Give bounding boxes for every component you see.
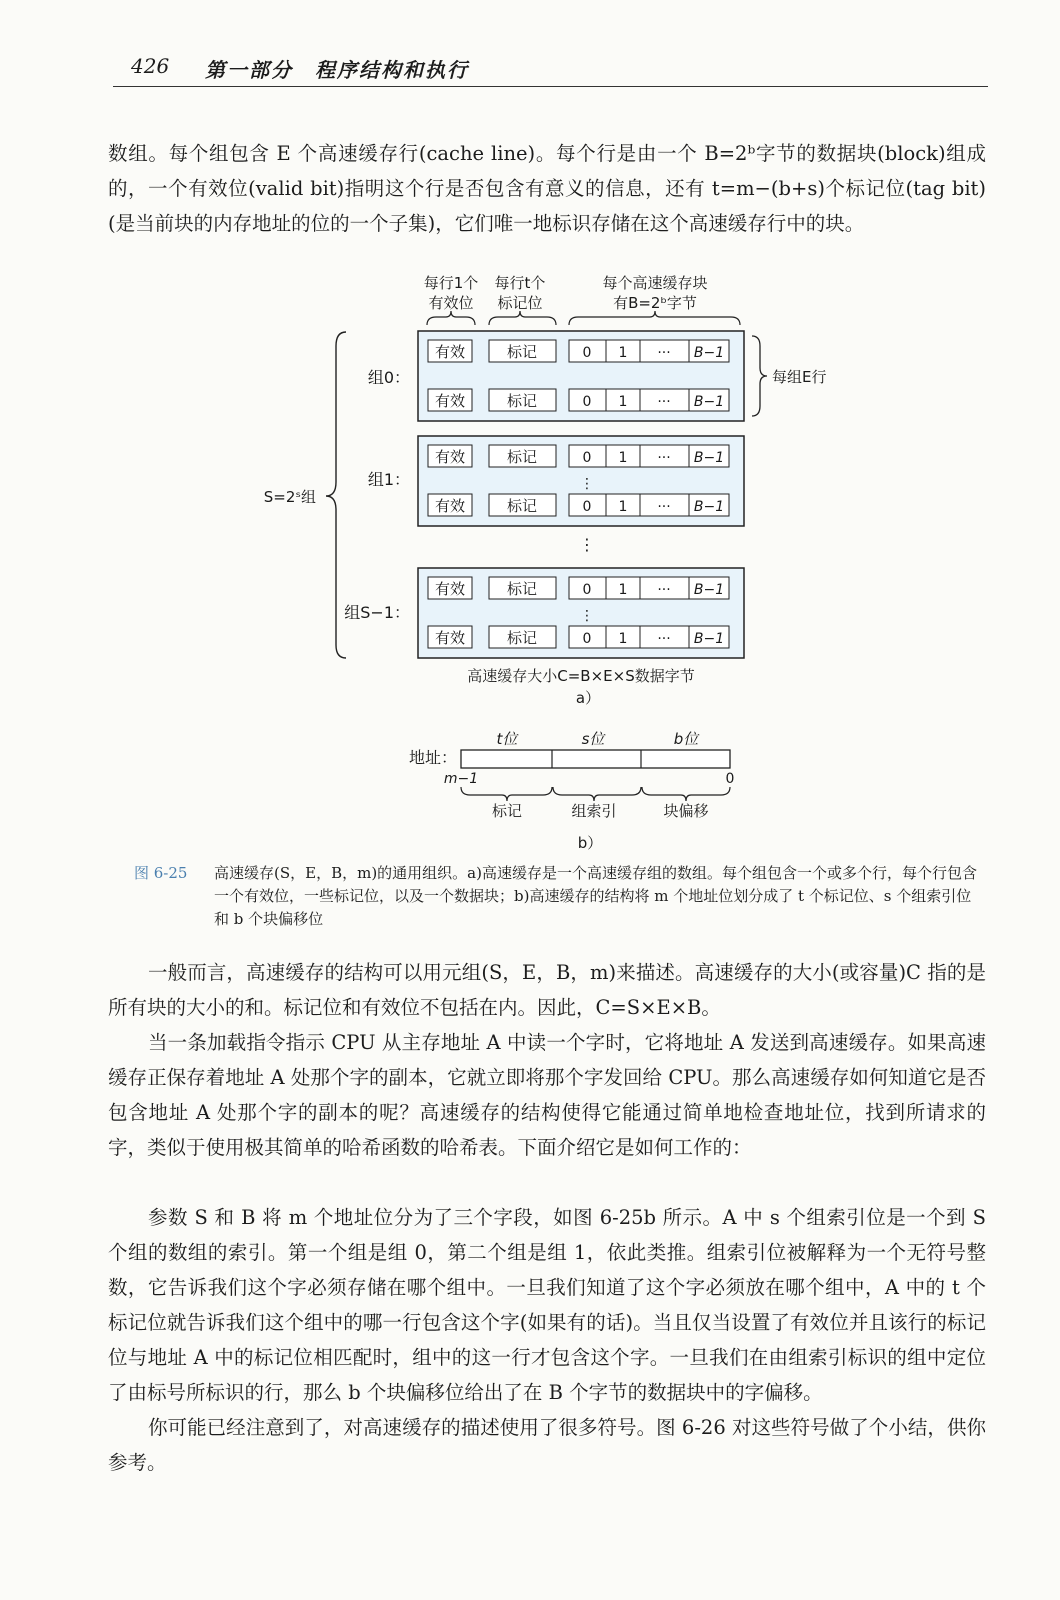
set-1-vdots: ⋮ <box>580 476 594 492</box>
byte-0: 0 <box>582 499 592 515</box>
running-title: 第一部分 程序结构和执行 <box>205 58 469 82</box>
byte-1: 1 <box>618 582 628 598</box>
paragraph-cache-lookup: 当一条加载指令指示 CPU 从主存地址 A 中读一个字时，它将地址 A 发送到高速缓存。如果高速缓存正保存着地址 A 处那个字的副本，它就立即将那个字发回给 CPU。那么高速缓存如何知道它是否包含地址 A 处那个字的副本的呢？高速缓存的结构使得它能通过简单地检查地址位，找到所请求的字，类似于使用极其简单的哈希函数的哈希表。下面介绍它是如何工作的： <box>108 1031 986 1159</box>
set-field-brace <box>553 787 641 801</box>
byte-0: 0 <box>582 345 592 361</box>
byte-0: 0 <box>582 582 592 598</box>
byte-1: 1 <box>618 499 628 515</box>
num-sets-brace <box>326 332 346 658</box>
set-index-field-label: 组索引 <box>571 802 617 820</box>
page-number: 426 <box>131 54 170 78</box>
valid-cell-label: 有效 <box>434 448 466 466</box>
valid-cell-label: 有效 <box>434 392 466 410</box>
byte-last: B−1 <box>693 582 725 598</box>
sets-vdots: ⋮ <box>579 535 595 554</box>
set-1 <box>368 436 744 526</box>
offset-field-brace <box>642 787 730 801</box>
byte-1: 1 <box>618 345 628 361</box>
cache-size-label: 高速缓存大小C=B×E×S数据字节 <box>467 667 695 685</box>
block-label-2: 有B=2ᵇ字节 <box>613 294 697 312</box>
set-0-label: 组0： <box>367 368 410 387</box>
byte-0: 0 <box>582 450 592 466</box>
valid-bit-label-1: 每行1个 <box>423 274 479 292</box>
valid-cell-label: 有效 <box>434 629 466 647</box>
paragraph-cache-tuple: 一般而言，高速缓存的结构可以用元组(S，E，B，m)来描述。高速缓存的大小(或容量)C 指的是所有块的大小的和。标记位和有效位不包括在内。因此，C=S×E×B。 <box>108 961 986 1019</box>
figure-caption-text: 高速缓存(S，E，B，m)的通用组织。a)高速缓存是一个高速缓存组的数组。每个组包含一个或多个行，每个行包含一个有效位，一些标记位，以及一个数据块；b)高速缓存的结构将 m 个地址位划分成了 t 个标记位、s 个组索引位和 b 个块偏移位 <box>214 864 977 928</box>
tag-bits-label-1: 每行t个 <box>494 274 546 292</box>
byte-ellipsis: ··· <box>657 345 671 361</box>
block-brace <box>569 311 740 325</box>
address-label: 地址： <box>408 748 457 767</box>
set-1-label: 组1： <box>367 470 410 489</box>
byte-1: 1 <box>618 394 628 410</box>
valid-cell-label: 有效 <box>434 343 466 361</box>
num-sets-label: S=2ˢ组 <box>263 488 316 506</box>
byte-ellipsis: ··· <box>657 582 671 598</box>
byte-1: 1 <box>618 631 628 647</box>
byte-last: B−1 <box>693 394 725 410</box>
lines-per-set-brace <box>752 336 767 416</box>
paragraph-address-fields: 参数 S 和 B 将 m 个地址位分为了三个字段，如图 6-25b 所示。A 中 s 个组索引位是一个到 S 个组的数组的索引。第一个组是组 0，第二个组是组 1，依此类推。组索引位被解释为一个无符号整数，它告诉我们这个字必须存储在哪个组中。一旦我们知道了这个字必须放在哪个组中，A 中的 t 个标记位就告诉我们这个组中的哪一行包含这个字(如果有的话)。当且仅当设置了有效位并且该行的标记位与地址 A 中的标记位相匹配时，组中的这一行才包含这个字。一旦我们在由组索引标识的组中定位了由标号所标识的行，那么 b 个块偏移位给出了在 B 个字节的数据块中的字偏移。 <box>108 1206 986 1404</box>
valid-cell-label: 有效 <box>434 497 466 515</box>
address-box <box>461 750 730 768</box>
byte-last: B−1 <box>693 450 725 466</box>
address-diagram <box>409 730 734 820</box>
tag-cell-label: 标记 <box>506 448 538 466</box>
paragraph-intro: 数组。每个组包含 E 个高速缓存行(cache line)。每个行是由一个 B=2ᵇ字节的数据块(block)组成的，一个有效位(valid bit)指明这个行是否包含有意义的信息，还有 t=m−(b+s)个标记位(tag bit)(是当前块的内存地址的位的一个子集)，它们唯一地标识存储在这个高速缓存行中的块。 <box>108 142 986 235</box>
byte-ellipsis: ··· <box>657 394 671 410</box>
byte-last: B−1 <box>693 499 725 515</box>
valid-cell-label: 有效 <box>434 580 466 598</box>
byte-ellipsis: ··· <box>657 631 671 647</box>
lines-per-set-label: 每组E行 <box>772 368 827 386</box>
part-b-label: b） <box>577 834 603 852</box>
field-t-label: t位 <box>496 730 518 748</box>
tag-cell-label: 标记 <box>506 497 538 515</box>
high-bit-label: m−1 <box>443 771 479 787</box>
tag-cell-label: 标记 <box>506 343 538 361</box>
paragraph-symbol-summary: 你可能已经注意到了，对高速缓存的描述使用了很多符号。图 6-26 对这些符号做了个小结，供你参考。 <box>108 1416 986 1474</box>
tag-cell-label: 标记 <box>506 580 538 598</box>
set-last-label: 组S−1： <box>344 603 410 622</box>
byte-ellipsis: ··· <box>657 450 671 466</box>
byte-0: 0 <box>582 394 592 410</box>
part-a-label: a） <box>575 689 601 707</box>
tag-field-label: 标记 <box>491 802 523 820</box>
tag-cell-label: 标记 <box>506 629 538 647</box>
valid-bit-brace <box>427 311 475 325</box>
byte-0: 0 <box>582 631 592 647</box>
byte-1: 1 <box>618 450 628 466</box>
byte-last: B−1 <box>693 631 725 647</box>
figure-number: 图 6-25 <box>134 864 188 882</box>
tag-bits-brace <box>489 311 556 325</box>
byte-last: B−1 <box>693 345 725 361</box>
byte-ellipsis: ··· <box>657 499 671 515</box>
block-label-1: 每个高速缓存块 <box>602 274 708 292</box>
set-0 <box>368 331 744 421</box>
low-bit-label: 0 <box>725 771 735 787</box>
block-offset-field-label: 块偏移 <box>663 802 709 820</box>
set-last <box>344 568 744 658</box>
field-s-label: s位 <box>581 730 605 748</box>
field-b-label: b位 <box>673 730 699 748</box>
set-last-vdots: ⋮ <box>580 608 594 624</box>
tag-bits-label-2: 标记位 <box>497 294 543 312</box>
tag-field-brace <box>461 787 552 801</box>
tag-cell-label: 标记 <box>506 392 538 410</box>
valid-bit-label-2: 有效位 <box>428 294 474 312</box>
